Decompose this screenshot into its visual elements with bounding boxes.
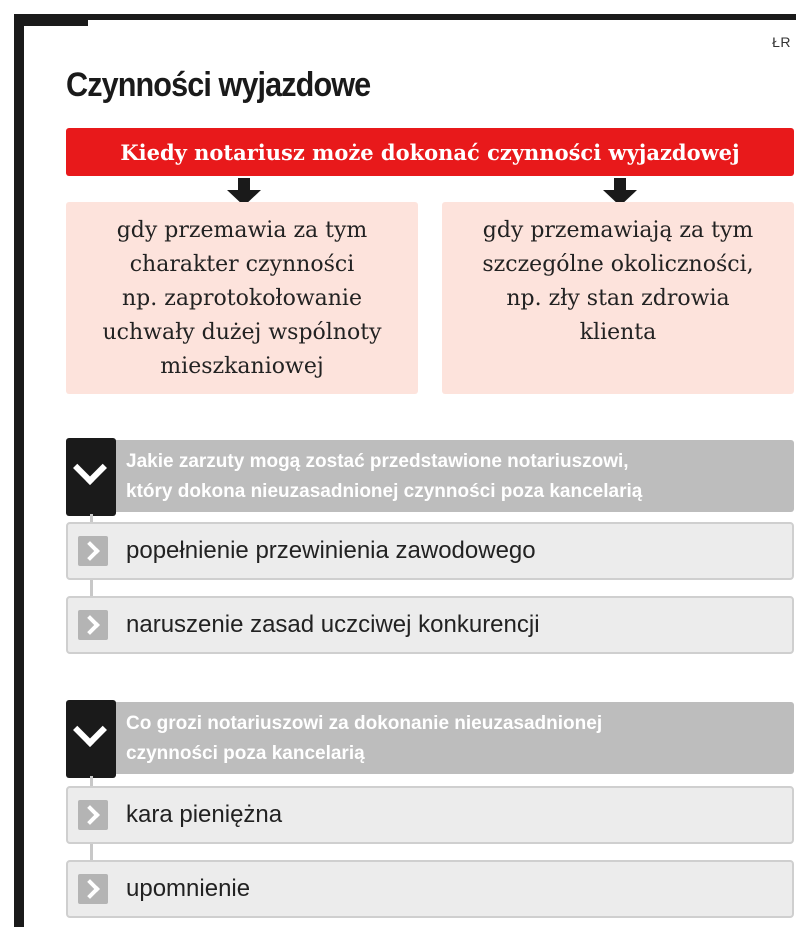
chevron-right-icon — [78, 874, 108, 904]
frame-left-rule — [14, 14, 24, 927]
case-text: gdy przemawiają za tym szczególne okoliczności, np. zły stan zdrowia klienta — [482, 218, 754, 345]
chevron-right-icon — [78, 610, 108, 640]
page-title: Czynności wyjazdowe — [66, 66, 371, 104]
answer-item — [66, 522, 794, 580]
answer-text: upomnienie — [126, 875, 251, 902]
answer-item — [66, 860, 794, 918]
frame-corner — [14, 14, 88, 26]
answer-item — [66, 786, 794, 844]
answer-item — [66, 596, 794, 654]
chevron-down-icon — [66, 700, 116, 778]
case-text: gdy przemawia za tym charakter czynności np. zaprotokołowanie uchwały dużej wspólnoty mieszkaniowej — [102, 218, 382, 379]
question-header: Co grozi notariuszowi za dokonanie nieuzasadnionej czynności poza kancelarią — [66, 702, 794, 774]
chevron-right-icon — [78, 800, 108, 830]
case-box-left — [66, 202, 418, 394]
answer-text: kara pieniężna — [126, 801, 283, 828]
chevron-right-icon — [78, 536, 108, 566]
answer-text: popełnienie przewinienia zawodowego — [126, 537, 536, 564]
author-credit: ŁR — [772, 34, 791, 50]
question-header: Jakie zarzuty mogą zostać przedstawione notariuszowi, który dokona nieuzasadnionej czynności poza kancelarią — [66, 440, 794, 512]
chevron-down-icon — [66, 438, 116, 516]
answer-text: naruszenie zasad uczciwej konkurencji — [126, 611, 540, 638]
question-banner: Kiedy notariusz może dokonać czynności wyjazdowej — [66, 128, 794, 176]
case-box-right — [442, 202, 794, 394]
frame-top-rule — [14, 14, 796, 20]
